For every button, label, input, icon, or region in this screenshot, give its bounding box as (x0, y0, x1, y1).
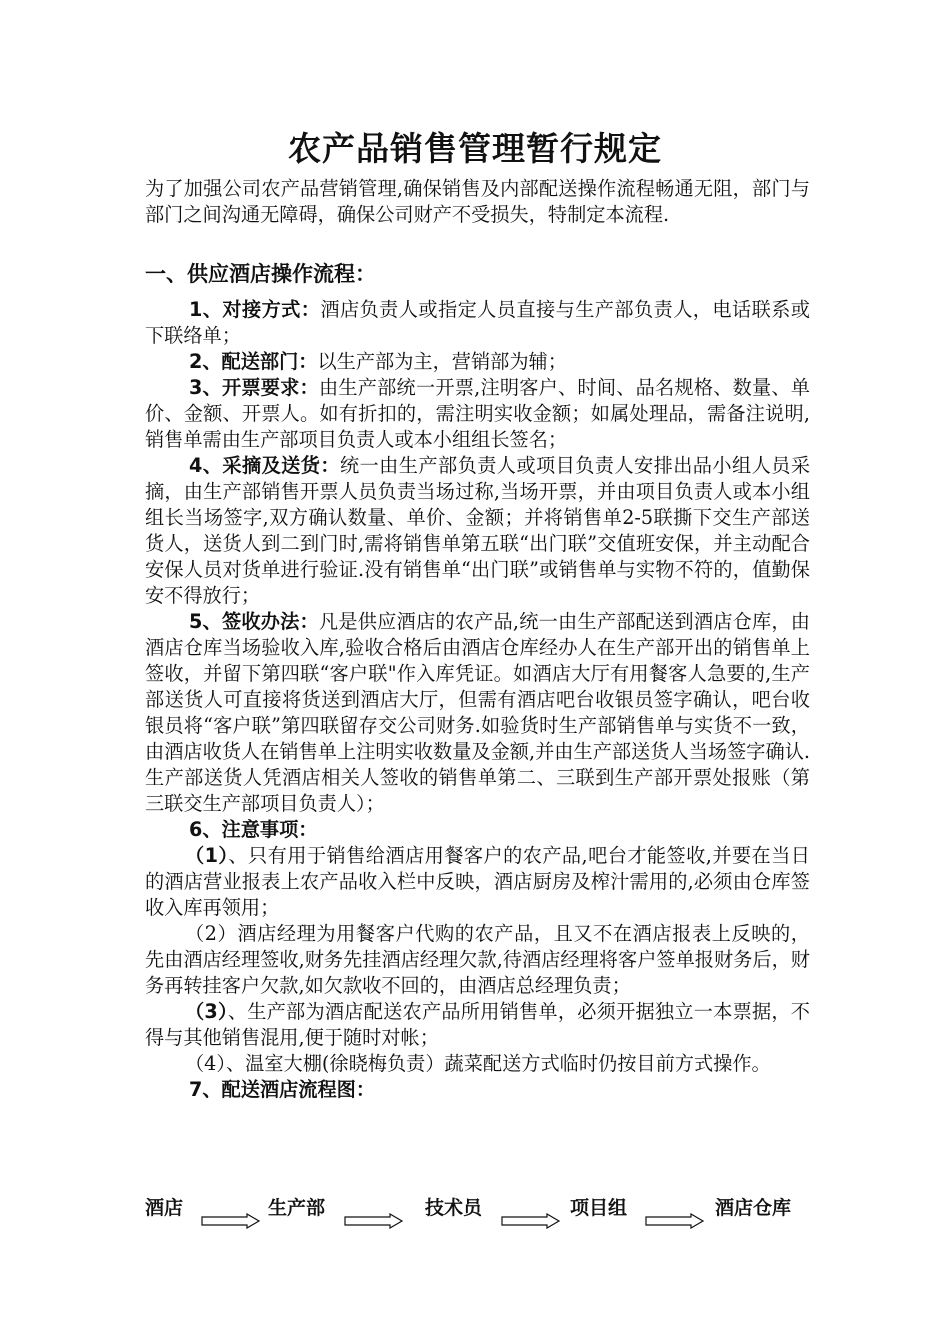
flow-arrow-icon (344, 1213, 404, 1229)
note-text: 、温室大棚(徐晓梅负责）蔬菜配送方式临时仍按目前方式操作。 (225, 1052, 771, 1075)
item-text: 以生产部为主，营销部为辅； (317, 350, 567, 373)
procedure-item-3 (145, 375, 810, 453)
flow-node-project-group: 项目组 (570, 1197, 628, 1219)
note-label: （3） (185, 1000, 228, 1023)
flow-arrow-icon (501, 1213, 561, 1229)
note-text: 酒店经理为用餐客户代购的农产品，且又不在酒店报表上反映的，先由酒店经理签收,财务先挂酒店经理欠款,待酒店经理将客户签单报财务后，财务再转挂客户欠款,如欠款收不回的，由酒店总经理负责； (145, 922, 810, 997)
note-label: （1） (185, 844, 229, 867)
item-text: 统一由生产部负责人或项目负责人安排出品小组人员采摘，由生产部销售开票人员负责当场过称,当场开票，并由项目负责人或本小组组长当场签字,双方确认数量、单价、金额；并将销售单2-5联撕下交生产部送货人，送货人到二到门时,需将销售单第五联“出门联”交值班安保，并主动配合安保人员对货单进行验证.没有销售单“出门联”或销售单与实物不符的，值勤保安不得放行； (145, 454, 811, 607)
flow-node-hotel-warehouse: 酒店仓库 (715, 1197, 792, 1219)
note-label: （2） (185, 922, 238, 945)
document-title: 农产品销售管理暂行规定 (288, 129, 662, 168)
item-label: 6、注意事项： (189, 818, 318, 841)
item-label: 5、签收办法： (189, 610, 319, 633)
note-label: （4） (185, 1052, 226, 1075)
note-text: 、生产部为酒店配送农产品所用销售单，必须开据独立一本票据，不得与其他销售混用,便于随时对帐； (145, 1000, 810, 1049)
note-2 (145, 921, 810, 999)
item-label: 1、对接方式： (189, 298, 321, 321)
flow-node-production: 生产部 (268, 1197, 326, 1219)
procedure-item-1 (145, 297, 810, 349)
flow-arrow-icon (201, 1213, 261, 1229)
flow-node-technician: 技术员 (425, 1197, 483, 1219)
flow-heading-label: 7、配送酒店流程图： (189, 1078, 376, 1101)
item-label: 4、采摘及送货： (189, 454, 340, 477)
note-3 (145, 999, 810, 1051)
delivery-flowchart (145, 1195, 825, 1235)
note-text: 、只有用于销售给酒店用餐客户的农产品,吧台才能签收,并要在当日的酒店营业报表上农产品收入栏中反映，酒店厨房及榨汁需用的,必须由仓库签收入库再领用； (145, 844, 810, 919)
procedure-list (145, 297, 810, 1103)
procedure-item-2 (145, 349, 810, 375)
item-text: 凡是供应酒店的农产品,统一由生产部配送到酒店仓库，由酒店仓库当场验收入库,验收合格后由酒店仓库经办人在生产部开出的销售单上签收，并留下第四联“客户联"作入库凭证。如酒店大厅有用餐客人急要的,生产部送货人可直接将货送到酒店大厅，但需有酒店吧台收银员签字确认，吧台收银员将“客户联”第四联留存交公司财务.如验货时生产部销售单与实货不一致，由酒店收货人在销售单上注明实收数量及金额,并由生产部送货人当场签字确认.生产部送货人凭酒店相关人签收的销售单第二、三联到生产部开票处报账（第三联交生产部项目负责人）； (145, 610, 810, 815)
item-label: 2、配送部门： (189, 350, 318, 373)
procedure-item-5 (145, 609, 810, 817)
note-1 (145, 843, 810, 921)
flow-node-hotel: 酒店 (145, 1197, 184, 1219)
flow-heading (145, 1077, 810, 1103)
item-label: 3、开票要求： (189, 376, 319, 399)
procedure-item-6 (145, 817, 810, 843)
section-heading: 一、供应酒店操作流程： (145, 262, 376, 286)
item-text: 酒店负责人或指定人员直接与生产部负责人，电话联系或下联络单； (145, 298, 810, 347)
flow-arrow-icon (645, 1213, 705, 1229)
item-text: 由生产部统一开票,注明客户、时间、品名规格、数量、单价、金额、开票人。如有折扣的，需注明实收金额；如属处理品，需备注说明,销售单需由生产部项目负责人或本小组组长签名； (145, 376, 810, 451)
note-4 (145, 1051, 810, 1077)
procedure-item-4 (145, 453, 810, 609)
intro-paragraph: 为了加强公司农产品营销管理,确保销售及内部配送操作流程畅通无阻，部门与部门之间沟通无障碍，确保公司财产不受损失，特制定本流程. (145, 177, 810, 226)
